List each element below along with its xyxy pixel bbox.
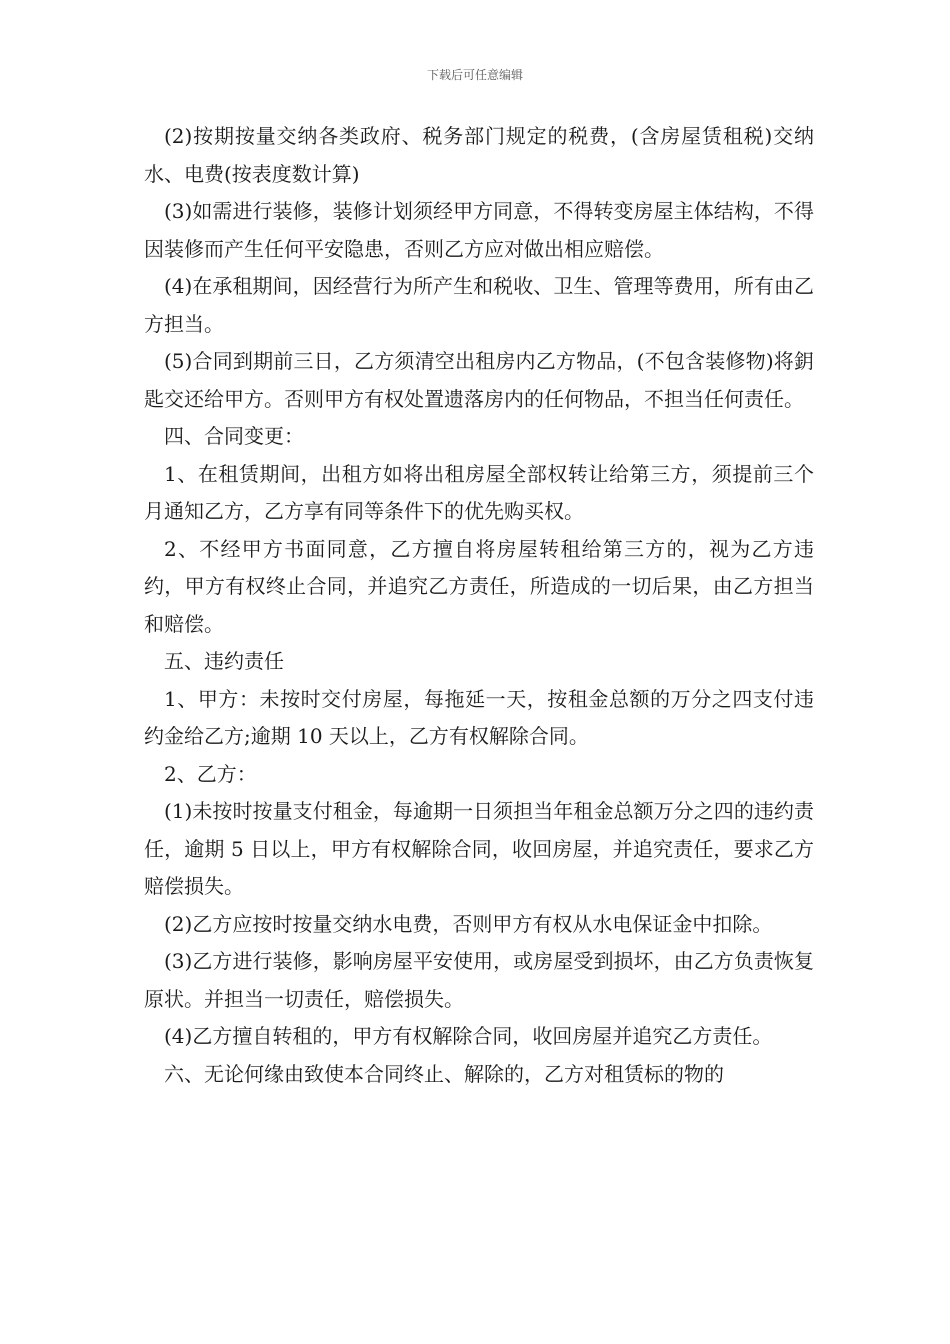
- section-heading-contract-change: 四、合同变更：: [164, 424, 304, 448]
- section-heading-liability: 五、违约责任: [164, 649, 284, 673]
- paragraph-party-a-liability: 1、甲方：未按时交付房屋，每拖延一天，按租金总额的万分之四支付违约金给乙方;逾期 10 天以上，乙方有权解除合同。: [144, 686, 814, 748]
- document-body: [144, 118, 814, 1093]
- paragraph-party-b-heading: 2、乙方：: [164, 761, 257, 786]
- paragraph-renovation: (3)如需进行装修，装修计划须经甲方同意，不得转变房屋主体结构，不得因装修而产生任何平安隐患，否则乙方应对做出相应赔偿。: [144, 199, 814, 261]
- paragraph-sublease: 2、不经甲方书面同意，乙方擅自将房屋转租给第三方的，视为乙方违约，甲方有权终止合同，并追究乙方责任，所造成的一切后果，由乙方担当和赔偿。: [144, 536, 814, 636]
- paragraph-utility-fees: (2)乙方应按时按量交纳水电费，否则甲方有权从水电保证金中扣除。: [164, 911, 773, 936]
- page-header: 下载后可任意编辑: [426, 68, 523, 82]
- paragraph-transfer-ownership: 1、在租赁期间，出租方如将出租房屋全部权转让给第三方，须提前三个月通知乙方，乙方享有同等条件下的优先购买权。: [144, 461, 814, 523]
- paragraph-unauthorized-sublease: (4)乙方擅自转租的，甲方有权解除合同，收回房屋并追究乙方责任。: [164, 1024, 773, 1048]
- paragraph-operating-costs: (4)在承租期间，因经营行为所产生和税收、卫生、管理等费用，所有由乙方担当。: [144, 274, 814, 336]
- paragraph-vacate-premises: (5)合同到期前三日，乙方须清空出租房内乙方物品，(不包含装修物)将鈅匙交还给甲方。否则甲方有权处置遗落房内的任何物品，不担当任何责任。: [144, 349, 814, 411]
- section-heading-termination: 六、无论何缘由致使本合同终止、解除的，乙方对租赁标的物的: [164, 1061, 724, 1086]
- paragraph-tax-fees: (2)按期按量交纳各类政府、税务部门规定的税费，(含房屋赁租税)交纳水、电费(按表度数计算): [144, 124, 814, 186]
- paragraph-damage: (3)乙方进行装修，影响房屋平安使用，或房屋受到损坏，由乙方负责恢复原状。并担当一切责任，赔偿损失。: [144, 949, 814, 1011]
- paragraph-late-rent: (1)未按时按量支付租金，每逾期一日须担当年租金总额万分之四的违约责任，逾期 5 日以上，甲方有权解除合同，收回房屋，并追究责任，要求乙方赔偿损失。: [144, 799, 814, 898]
